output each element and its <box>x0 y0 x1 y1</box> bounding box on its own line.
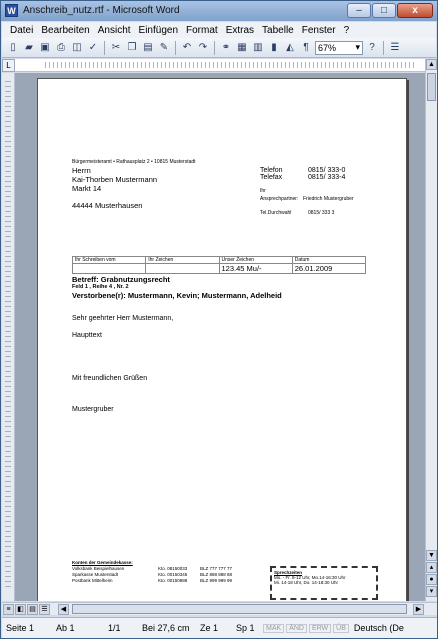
preview-icon[interactable]: ◫ <box>72 42 82 53</box>
ref-header: Datum <box>292 257 365 264</box>
ruler-ticks <box>45 62 417 68</box>
salutation: Sehr geehrter Herr Mustermann, <box>72 315 174 322</box>
scroll-left-icon[interactable]: ◀ <box>58 604 69 615</box>
sprechzeiten-title: Sprechzeiten <box>274 570 303 575</box>
bullets-icon[interactable]: ☰ <box>390 42 400 53</box>
copy-icon[interactable]: ❐ <box>127 42 137 53</box>
bank-blz: BLZ 999 999 99 <box>200 578 233 583</box>
status-extend[interactable]: ERW <box>309 624 331 633</box>
ansprechpartner-label: Ansprechpartner: <box>260 196 299 202</box>
ref-header: Ihr Schreiben vom <box>73 257 146 264</box>
tables-borders-icon[interactable]: ▦ <box>237 42 247 53</box>
status-page: Seite 1 <box>6 623 35 633</box>
zoom-value: 67% <box>318 42 337 53</box>
menu-help[interactable]: ? <box>343 24 350 36</box>
recipient-line: Kai-Thorben Mustermann <box>72 175 158 184</box>
ansprechpartner-value: Friedrich Mustergruber <box>303 196 354 202</box>
sprechzeiten-line: Mi. 14-18 Uhr, Do. 14-18:30 Uhr <box>274 580 339 585</box>
status-line: Ze 1 <box>200 623 219 633</box>
standard-toolbar <box>2 38 436 58</box>
window-title: Anschreib_nutz.rtf - Microsoft Word <box>23 5 180 16</box>
chevron-down-icon: ▾ <box>355 42 360 52</box>
kassen-title: Konten der Gemeindekasse: <box>72 560 133 565</box>
sprechzeiten-box <box>270 566 378 600</box>
betreff-line: Betreff: Grabnutzungsrecht <box>72 275 170 284</box>
bank-name: Sparkasse Musterstadt <box>72 572 119 577</box>
tab-selector[interactable]: L <box>2 59 15 72</box>
horizontal-scrollbar[interactable] <box>2 602 437 615</box>
bank-name: Volksbank Beispielhausen <box>72 566 125 571</box>
cut-icon[interactable]: ✂ <box>111 42 121 53</box>
drawing-icon[interactable]: ◭ <box>286 42 294 53</box>
ihr-label: Ihr <box>260 188 266 194</box>
horizontal-ruler[interactable] <box>15 59 425 72</box>
prev-page-icon[interactable]: ▴ <box>426 562 437 573</box>
menu-extras[interactable]: Extras <box>225 24 255 36</box>
web-view-icon[interactable]: ◧ <box>15 604 26 615</box>
scroll-up-icon[interactable]: ▲ <box>426 59 437 70</box>
ref-value <box>146 264 219 274</box>
columns-icon[interactable]: ▮ <box>271 42 277 53</box>
body-text: Haupttext <box>72 332 102 339</box>
status-page-count: 1/1 <box>108 623 121 633</box>
redo-icon[interactable]: ↷ <box>198 42 208 53</box>
hyperlink-icon[interactable]: ⚭ <box>221 42 231 53</box>
ref-value: 123.45 Mu/- <box>219 264 292 274</box>
print-icon[interactable]: ⎙ <box>57 42 65 53</box>
select-browse-object-icon[interactable]: ● <box>426 574 437 585</box>
verstorbene-line: Verstorbene(r): Mustermann, Kevin; Mustermann, Adelheid <box>72 291 282 300</box>
status-position: Bei 27,6 cm <box>142 623 190 633</box>
outline-view-icon[interactable]: ☰ <box>39 604 50 615</box>
durchwahl-label: Tel.Durchwahl <box>260 210 292 216</box>
vertical-ruler[interactable] <box>2 73 15 601</box>
scroll-right-icon[interactable]: ▶ <box>413 604 424 615</box>
open-icon[interactable]: ▰ <box>25 42 33 53</box>
bank-kto: Kto. 00150888 <box>158 578 188 583</box>
scroll-down-icon[interactable]: ▼ <box>426 550 437 561</box>
sprechzeiten-line: Mo. - Fr. 8-12 Uhr, Mo.14-16:30 Uhr <box>274 575 346 580</box>
new-doc-icon[interactable]: ▯ <box>10 42 16 53</box>
toolbar-separator <box>214 41 215 55</box>
ref-header: Ihr Zeichen <box>146 257 219 264</box>
status-language[interactable]: Deutsch (De <box>353 623 404 633</box>
reference-table <box>72 256 366 274</box>
maximize-button[interactable]: □ <box>372 3 396 18</box>
menu-einfuegen[interactable]: Einfügen <box>138 24 179 36</box>
bank-kto: Kto. 00150345 <box>158 572 188 577</box>
format-painter-icon[interactable]: ✎ <box>159 42 169 53</box>
toolbar-separator <box>175 41 176 55</box>
menu-bar <box>2 22 436 38</box>
bank-blz: BLZ 777 777 77 <box>200 566 233 571</box>
word-app-icon[interactable]: W <box>5 4 18 17</box>
horizontal-scroll-thumb[interactable] <box>72 604 407 614</box>
menu-tabelle[interactable]: Tabelle <box>262 24 294 36</box>
menu-format[interactable]: Format <box>186 24 218 36</box>
title-bar[interactable] <box>1 1 437 21</box>
ruler-ticks <box>5 81 11 591</box>
vertical-scroll-thumb[interactable] <box>427 73 436 101</box>
status-track-changes[interactable]: ÄND <box>286 624 307 633</box>
closing: Mit freundlichen Grüßen <box>72 375 148 382</box>
next-page-icon[interactable]: ▾ <box>426 586 437 597</box>
vertical-scrollbar[interactable] <box>425 59 437 601</box>
telefon-value: 0815/ 333-0 <box>308 167 346 174</box>
ref-value: 26.01.2009 <box>292 264 365 274</box>
document-page[interactable] <box>37 78 407 601</box>
spellcheck-icon[interactable]: ✓ <box>88 42 98 53</box>
zoom-select[interactable] <box>315 41 363 55</box>
recipient-line: 44444 Musterhausen <box>72 201 143 210</box>
undo-icon[interactable]: ↶ <box>182 42 192 53</box>
status-section: Ab 1 <box>56 623 75 633</box>
recipient-line: Markt 14 <box>72 184 102 193</box>
status-overtype[interactable]: ÜB <box>333 624 349 633</box>
normal-view-icon[interactable]: ≡ <box>3 604 14 615</box>
close-button[interactable]: x <box>397 3 433 18</box>
status-column: Sp 1 <box>236 623 255 633</box>
window-controls <box>347 3 433 19</box>
bank-blz: BLZ 888 888 88 <box>200 572 233 577</box>
menu-datei[interactable]: Datei <box>10 24 34 36</box>
minimize-button[interactable]: – <box>347 3 371 18</box>
menu-fenster[interactable]: Fenster <box>301 24 336 36</box>
bank-name: Postbank Mittelheim <box>72 578 113 583</box>
status-bar <box>2 617 437 638</box>
insert-table-icon[interactable]: ▥ <box>253 42 263 53</box>
telefax-value: 0815/ 333-4 <box>308 174 346 181</box>
pilcrow-button[interactable]: ¶ <box>303 42 309 53</box>
document-workspace[interactable] <box>15 73 425 601</box>
ref-value <box>73 264 146 274</box>
feld-line: Feld 1 , Reihe 4 , Nr. 2 <box>72 284 129 290</box>
telefon-label: Telefon <box>260 167 283 174</box>
sender-line: Bürgermeisteramt • Rathausplatz 2 • 10815 Musterstadt <box>72 159 196 165</box>
help-icon[interactable]: ? <box>369 42 375 53</box>
telefax-label: Telefax <box>260 174 283 181</box>
status-macro[interactable]: MAK <box>263 624 284 633</box>
toolbar-separator <box>383 41 384 55</box>
paste-icon[interactable]: ▤ <box>143 42 153 53</box>
signature: Mustergruber <box>72 406 114 413</box>
print-layout-icon[interactable]: ▤ <box>27 604 38 615</box>
durchwahl-value: 0815/ 333 3 <box>308 210 335 216</box>
toolbar-separator <box>104 41 105 55</box>
recipient-line: Herrn <box>72 166 91 175</box>
menu-ansicht[interactable]: Ansicht <box>97 24 131 36</box>
menu-bearbeiten[interactable]: Bearbeiten <box>41 24 90 36</box>
bank-kto: Kto. 08150033 <box>158 566 188 571</box>
ref-header: Unser Zeichen <box>219 257 292 264</box>
save-icon[interactable]: ▣ <box>40 42 50 53</box>
